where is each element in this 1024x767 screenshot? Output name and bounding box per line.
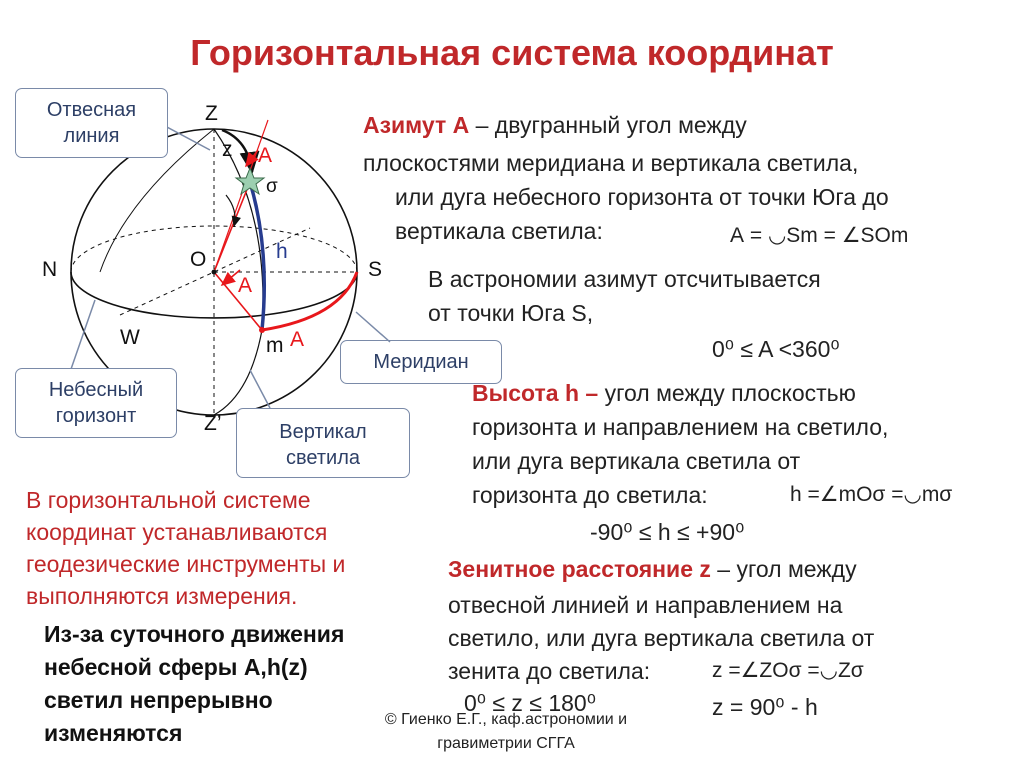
zenith-formula: z =∠ZOσ =◡Zσ — [712, 659, 864, 682]
azimuth-line4: вертикала светила: — [395, 218, 603, 244]
zenith-relation: z = 90⁰ - h — [712, 694, 818, 720]
instruments-note-line3: геодезические инструменты и — [26, 551, 346, 577]
footer-line2: гравиметрии СГГА — [437, 735, 575, 752]
daily-motion-note — [44, 618, 344, 750]
daily-motion-line1: Из-за суточного движения — [44, 621, 345, 647]
vertical-callout-line1: Вертикал — [279, 421, 367, 443]
azimuth-line1-text: – двугранный угол между — [469, 112, 747, 138]
label-A-top: A — [258, 144, 273, 167]
plumb-line-callout-line1: Отвесная — [46, 99, 137, 121]
azimuth-line1 — [363, 112, 747, 139]
meridian-callout-pointer — [356, 312, 390, 342]
celestial-horizon-callout-line1: Небесный — [48, 379, 144, 401]
instruments-note-line1: В горизонтальной системе — [26, 487, 311, 513]
azimuth-range: 0⁰ ≤ A <360⁰ — [712, 336, 840, 362]
daily-motion-line2: небесной сферы A,h(z) — [44, 654, 308, 680]
label-A-low: A — [290, 328, 305, 351]
label-Z-prime: Z’ — [204, 412, 222, 435]
azimuth-note-line1: В астрономии азимут отсчитывается — [428, 266, 821, 292]
height-term: Высота h – — [472, 380, 599, 406]
height-line3: или дуга вертикала светила от — [472, 448, 801, 474]
label-z: z — [222, 138, 233, 161]
height-formula: h =∠mOσ =◡mσ — [790, 483, 953, 506]
daily-motion-line3: светил непрерывно — [44, 687, 273, 713]
zenith-line2: отвесной линией и направлением на — [448, 592, 843, 618]
plumb-line-callout-line2: линия — [63, 125, 120, 147]
zenith-line1 — [448, 556, 857, 583]
zenith-line1-text: – угол между — [710, 556, 857, 582]
height-range: -90⁰ ≤ h ≤ +90⁰ — [590, 519, 745, 545]
azimuth-formula: А = ◡Sm = ∠SOm — [730, 224, 909, 247]
footer-line1: © Гиенко Е.Г., каф.астрономии и — [384, 711, 628, 728]
label-m: m — [266, 334, 284, 357]
meridian-callout-label: Меридиан — [373, 351, 469, 373]
label-W: W — [120, 326, 140, 349]
label-h: h — [276, 240, 288, 263]
footer-credit — [346, 708, 666, 756]
azimuth-line3: или дуга небесного горизонта от точки Юга до — [395, 184, 889, 210]
label-A-mid: A — [238, 274, 253, 297]
label-N: N — [42, 258, 58, 281]
zenith-line3: светило, или дуга вертикала светила от — [448, 625, 875, 651]
height-line1-text: угол между плоскостью — [598, 380, 856, 406]
azimuth-note-line2: от точки Юга S, — [428, 300, 594, 326]
zenith-line4: зенита до светила: — [448, 658, 651, 684]
label-O: O — [190, 248, 207, 271]
zenith-term: Зенитное расстояние z — [448, 556, 711, 582]
label-Z: Z — [205, 102, 218, 125]
height-line1 — [472, 380, 856, 407]
instruments-note-line2: координат устанавливаются — [26, 519, 328, 545]
celestial-horizon-callout-line2: горизонт — [55, 405, 137, 427]
daily-motion-line4: изменяются — [44, 720, 183, 746]
azimuth-term: Азимут А — [363, 112, 470, 138]
label-S: S — [368, 258, 383, 281]
height-line2: горизонта и направлением на светило, — [472, 414, 889, 440]
label-sigma: σ — [266, 176, 278, 197]
zenith-range: 0⁰ ≤ z ≤ 180⁰ — [464, 690, 596, 716]
height-line4: горизонта до светила: — [472, 482, 708, 508]
vertical-callout-line2: светила — [286, 447, 360, 469]
instruments-note — [26, 484, 345, 612]
page-title: Горизонтальная система координат — [190, 32, 834, 73]
instruments-note-line4: выполняются измерения. — [26, 583, 298, 609]
meridian-pointer-layer — [0, 0, 520, 500]
azimuth-line2: плоскостями меридиана и вертикала светила, — [363, 150, 859, 176]
